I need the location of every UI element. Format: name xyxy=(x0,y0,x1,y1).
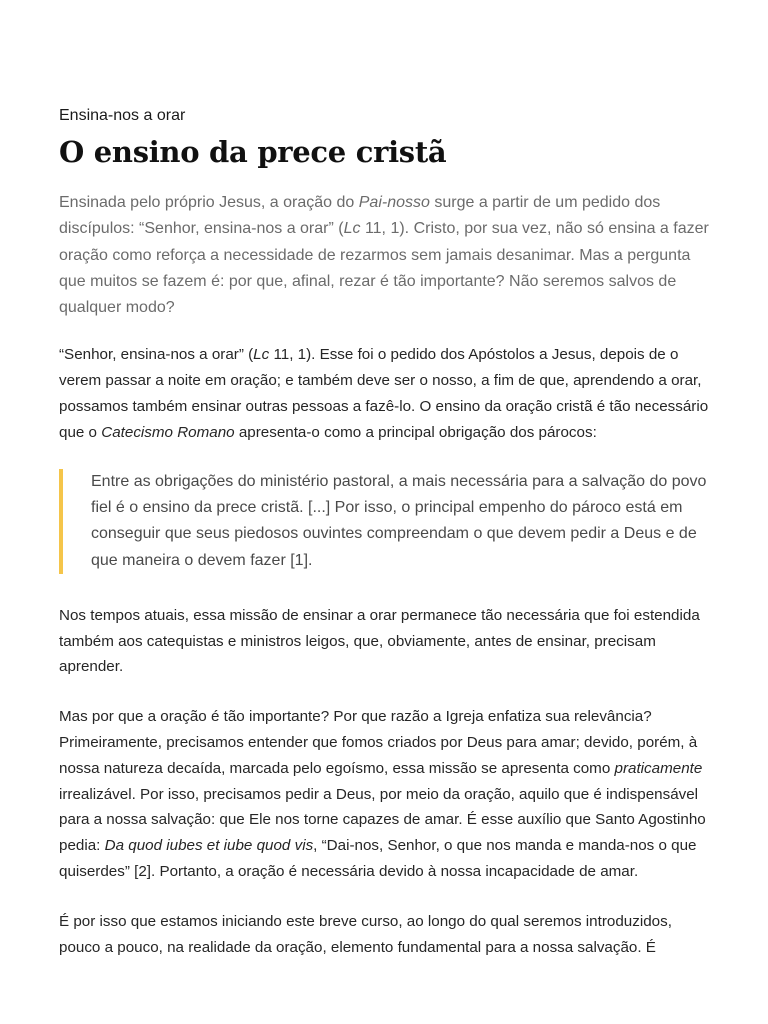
p1-text-1: “Senhor, ensina-nos a orar” ( xyxy=(59,346,254,364)
article-kicker: Ensina-nos a orar xyxy=(59,107,186,124)
lead-text-2: surge a partir de um pedido dos discípulos: “Senhor, ensina-nos a orar” ( xyxy=(59,194,661,238)
paragraph-2: Nos tempos atuais, essa missão de ensinar a orar permanece tão necessária que foi estendida também aos catequistas e ministros leigos, que, obviamente, antes de ensinar, precisam aprender. xyxy=(59,606,700,676)
p1-text-3: apresenta-o como a principal obrigação dos párocos: xyxy=(234,423,597,441)
lead-italic-1: Pai-nosso xyxy=(358,194,430,211)
lead-italic-2: Lc xyxy=(343,220,361,238)
p1-italic-2: Catecismo Romano xyxy=(101,423,235,441)
paragraph-4: É por isso que estamos iniciando este breve curso, ao longo do qual seremos introduzidos, pouco a pouco, na realidade da oração, elemento fundamental para a nossa salvação. É xyxy=(59,912,672,956)
blockquote: Entre as obrigações do ministério pastoral, a mais necessária para a salvação do povo fiel é o ensino da prece cristã. [...] Por isso, o principal empenho do pároco está em conseguir que seus piedosos ouvintes compreendam o que devem pedir a Deus e de que maneira o devem fazer [1]. xyxy=(59,469,713,574)
lead-text-1: Ensinada pelo próprio Jesus, a oração do xyxy=(59,194,359,211)
p3-italic-1: praticamente xyxy=(614,759,703,777)
article xyxy=(59,104,713,960)
article-title: O ensino da prece cristã xyxy=(59,135,447,169)
p3-text-1: Mas por que a oração é tão importante? Por que razão a Igreja enfatiza sua relevância? Primeiramente, precisamos entender que fomos criados por Deus para amar; devido, porém, à nossa natureza decaída, marcada pelo egoísmo, essa missão se apresenta como xyxy=(59,708,698,777)
paragraph-3 xyxy=(59,704,713,885)
article-lead xyxy=(59,190,713,321)
p3-text-2: irrealizável. Por isso, precisamos pedir a Deus, por meio da oração, aquilo que é indispensável para a nossa salvação: que Ele nos torne capazes de amar. É esse auxílio que Santo Agostinho pedia: xyxy=(59,785,706,855)
p1-text-2: 11, 1). Esse foi o pedido dos Apóstolos a Jesus, depois de o verem passar a noite em oração; e também deve ser o nosso, a fim de que, aprendendo a orar, possamos também ensinar outras pessoas a fazê-lo. O ensino da oração cristã é tão necessário que o xyxy=(59,346,709,441)
lead-text-3: 11, 1). Cristo, por sua vez, não só ensina a fazer oração como reforça a necessidade de rezarmos sem jamais desanimar. Mas a pergunta que muitos se fazem é: por que, afinal, rezar é tão importante? Não seremos salvos de qualquer modo? xyxy=(59,220,709,317)
p1-italic-1: Lc xyxy=(253,346,270,364)
paragraph-1 xyxy=(59,342,713,445)
p3-text-3: , “Dai-nos, Senhor, o que nos manda e manda-nos o que quiserdes” [2]. Portanto, a oração é necessária devido à nossa incapacidade de amar. xyxy=(59,837,697,881)
p3-italic-2: Da quod iubes et iube quod vis xyxy=(104,837,314,855)
